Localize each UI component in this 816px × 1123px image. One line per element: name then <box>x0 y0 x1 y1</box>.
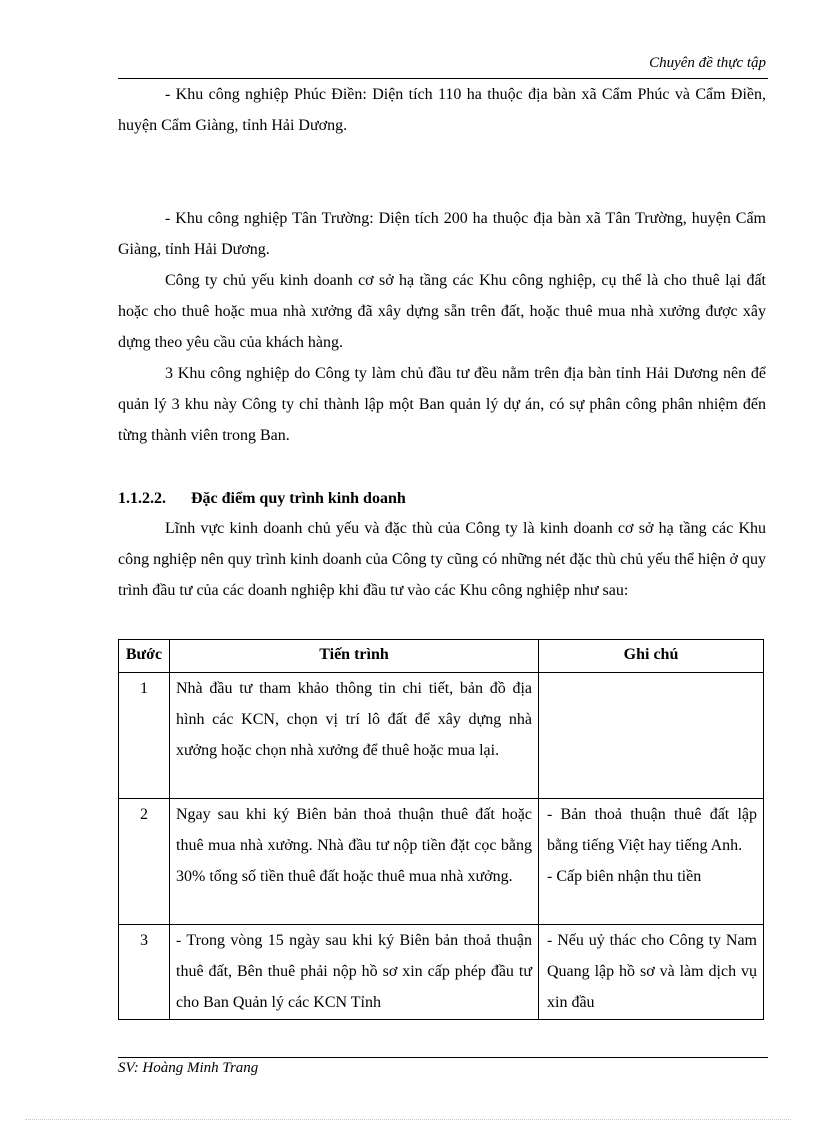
footer-student-name: SV: Hoàng Minh Trang <box>118 1060 259 1076</box>
section-title: Đặc điểm quy trình kinh doanh <box>191 490 406 507</box>
step-process: - Trong vòng 15 ngày sau khi ký Biên bản thoả thuận thuê đất, Bên thuê phải nộp hồ sơ xin cấp phép đầu tư cho Ban Quản lý các KCN Tỉnh <box>170 925 539 1020</box>
process-table <box>118 639 764 1020</box>
step-note <box>539 925 764 1020</box>
paragraph-tan-truong: - Khu công nghiệp Tân Trường: Diện tích 200 ha thuộc địa bàn xã Tân Trường, huyện Cẩm Giàng, tỉnh Hải Dương. <box>118 210 766 258</box>
page-header-title: Chuyên đề thực tập <box>649 55 766 71</box>
step-note <box>539 673 764 799</box>
paragraph-management-board: 3 Khu công nghiệp do Công ty làm chủ đầu tư đều nằm trên địa bàn tỉnh Hải Dương nên để quản lý 3 khu này Công ty chỉ thành lập một Ban quản lý dự án, có sự phân công phân nhiệm đến từng thành viên trong Ban. <box>118 365 766 444</box>
step-process: Ngay sau khi ký Biên bản thoả thuận thuê đất hoặc thuê mua nhà xưởng. Nhà đầu tư nộp tiền đặt cọc bằng 30% tổng số tiền thuê đất hoặc thuê mua nhà xưởng. <box>170 799 539 925</box>
step-process: Nhà đầu tư tham khảo thông tin chi tiết, bản đồ địa hình các KCN, chọn vị trí lô đất để xây dựng nhà xưởng hoặc chọn nhà xưởng để thuê hoặc mua lại. <box>170 673 539 799</box>
section-heading <box>118 485 406 513</box>
column-header-step: Bước <box>119 640 170 673</box>
paragraph-business-scope: Công ty chủ yếu kinh doanh cơ sở hạ tầng các Khu công nghiệp, cụ thể là cho thuê lại đất hoặc cho thuê hoặc mua nhà xưởng đã xây dựng sẵn trên đất, hoặc thuê mua nhà xưởng được xây dựng theo yêu cầu của khách hàng. <box>118 272 766 351</box>
step-number: 1 <box>119 673 170 799</box>
section-number: 1.1.2.2. <box>118 490 166 507</box>
paragraph-process-intro: Lĩnh vực kinh doanh chủ yếu và đặc thù của Công ty là kinh doanh cơ sở hạ tầng các Khu công nghiệp nên quy trình kinh doanh của Công ty cũng có những nét đặc thù chủ yếu thể hiện ở quy trình đầu tư của các doanh nghiệp khi đầu tư vào các Khu công nghiệp như sau: <box>118 520 766 599</box>
footer-divider <box>118 1057 768 1058</box>
table-row <box>119 799 764 925</box>
step-note <box>539 799 764 925</box>
step-number: 3 <box>119 925 170 1020</box>
page-bottom-border <box>25 1119 791 1120</box>
step-number: 2 <box>119 799 170 925</box>
step-note-line: - Cấp biên nhận thu tiền <box>547 868 702 885</box>
step-note-line: - Bản thoả thuận thuê đất lập bằng tiếng Việt hay tiếng Anh. <box>547 806 757 854</box>
table-row <box>119 673 764 799</box>
step-note-line: - Nếu uỷ thác cho Công ty Nam Quang lập hồ sơ và làm dịch vụ xin đầu <box>547 932 757 1011</box>
column-header-note: Ghi chú <box>539 640 764 673</box>
table-header-row <box>119 640 764 673</box>
paragraph-phuc-dien: - Khu công nghiệp Phúc Điền: Diện tích 110 ha thuộc địa bàn xã Cẩm Phúc và Cẩm Điền, huyện Cẩm Giàng, tỉnh Hải Dương. <box>118 86 766 134</box>
column-header-process: Tiến trình <box>170 640 539 673</box>
table-row <box>119 925 764 1020</box>
